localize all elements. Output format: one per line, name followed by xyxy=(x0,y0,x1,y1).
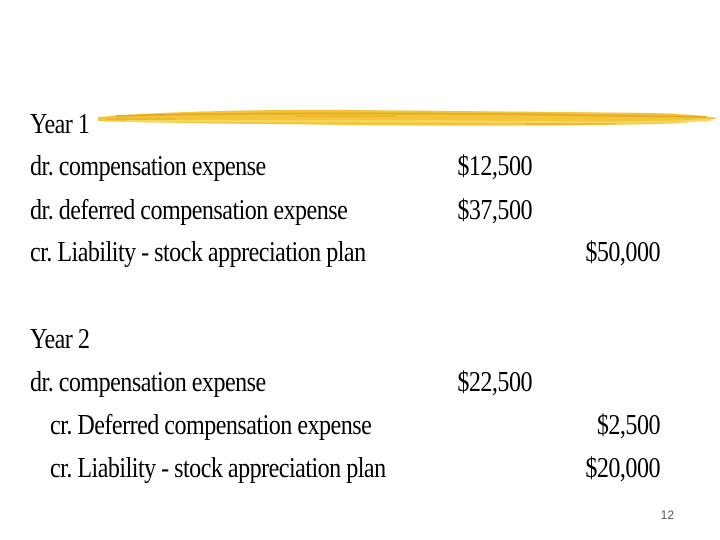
year1-row1-label: dr. compensation expense xyxy=(30,151,266,182)
year1-row3-credit: $50,000 xyxy=(585,237,660,268)
year1-row2-label: dr. deferred compensation expense xyxy=(30,195,348,226)
year2-heading: Year 2 xyxy=(30,324,90,355)
year2-row3-label: cr. Liability - stock appreciation plan xyxy=(50,453,386,484)
yellow-highlighter-stroke xyxy=(96,104,720,132)
year2-row2-credit: $2,500 xyxy=(596,410,660,441)
page-number: 12 xyxy=(660,508,674,522)
year2-row3-credit: $20,000 xyxy=(585,453,660,484)
year2-row1-label: dr. compensation expense xyxy=(30,367,266,398)
year1-heading: Year 1 xyxy=(30,109,90,140)
year1-row1-debit: $12,500 xyxy=(457,151,532,182)
year1-row2-debit: $37,500 xyxy=(457,195,532,226)
year2-row1-debit: $22,500 xyxy=(457,367,532,398)
year2-row2-label: cr. Deferred compensation expense xyxy=(50,410,372,441)
year1-row3-label: cr. Liability - stock appreciation plan xyxy=(30,237,366,268)
